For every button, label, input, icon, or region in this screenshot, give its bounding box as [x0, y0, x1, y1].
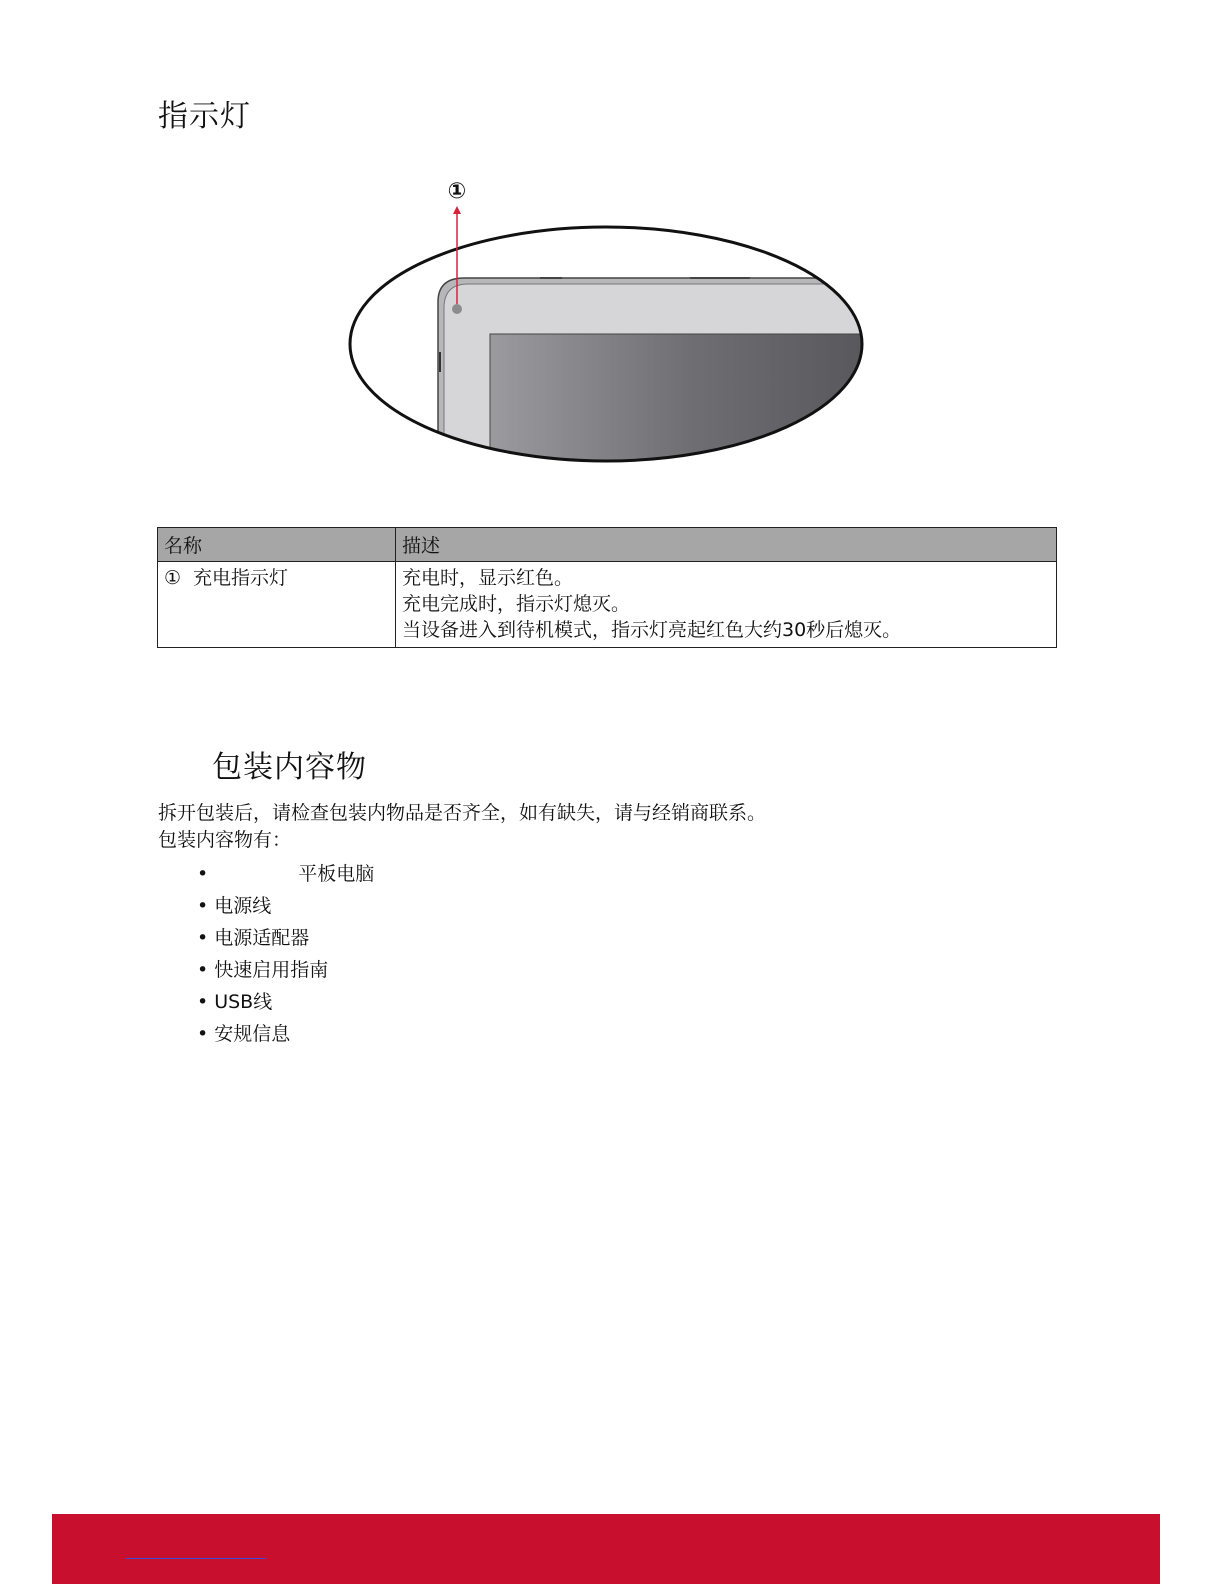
tablet-corner-closeup	[340, 172, 880, 472]
table-cell-description	[396, 562, 1057, 648]
list-item	[197, 858, 374, 890]
list-item	[197, 986, 374, 1018]
package-intro-text: 拆开包装后，请检查包装内物品是否齐全，如有缺失，请与经销商联系。	[158, 802, 767, 824]
footer-bar	[52, 1514, 1160, 1584]
bullet: •	[197, 959, 209, 981]
description-line: 充电完成时，指示灯熄灭。	[402, 593, 631, 615]
bullet: •	[197, 991, 209, 1013]
tablet-indicator-illustration	[340, 172, 880, 472]
bullet: •	[197, 863, 209, 885]
bullet: •	[197, 927, 209, 949]
table-header-name: 名称	[158, 528, 396, 562]
description-line: 当设备进入到待机模式，指示灯亮起红色大约30秒后熄灭。	[402, 619, 902, 641]
section-title-indicator: 指示灯	[158, 99, 251, 134]
package-intro	[158, 800, 766, 854]
list-item-label: 平板电脑	[298, 863, 375, 885]
table-row	[158, 562, 1057, 648]
list-item-label: 快速启用指南	[214, 959, 329, 981]
row-marker: ①	[164, 567, 182, 589]
list-item	[197, 954, 374, 986]
list-item	[197, 1018, 374, 1050]
indicator-spec-table	[157, 527, 1057, 648]
bullet: •	[197, 1023, 209, 1045]
list-item-label: 安规信息	[214, 1023, 291, 1045]
callout-arrowhead	[453, 206, 461, 214]
table-cell-name	[158, 562, 396, 648]
row-name: 充电指示灯	[193, 567, 289, 589]
table-header-description: 描述	[396, 528, 1057, 562]
list-item-label: USB线	[214, 991, 273, 1013]
table-header-row	[158, 528, 1057, 562]
list-item	[197, 890, 374, 922]
footer-link-underline[interactable]	[126, 1558, 266, 1559]
description-line: 充电时，显示红色。	[402, 567, 574, 589]
indicator-light-dot	[452, 304, 462, 314]
list-item-label: 电源线	[214, 895, 272, 917]
list-item-label: 电源适配器	[214, 927, 310, 949]
package-list-heading: 包装内容物有：	[158, 829, 292, 851]
package-contents-list	[197, 858, 374, 1050]
list-item	[197, 922, 374, 954]
bullet: •	[197, 895, 209, 917]
callout-marker: ①	[447, 179, 467, 204]
section-title-package-contents: 包装内容物	[212, 750, 367, 785]
